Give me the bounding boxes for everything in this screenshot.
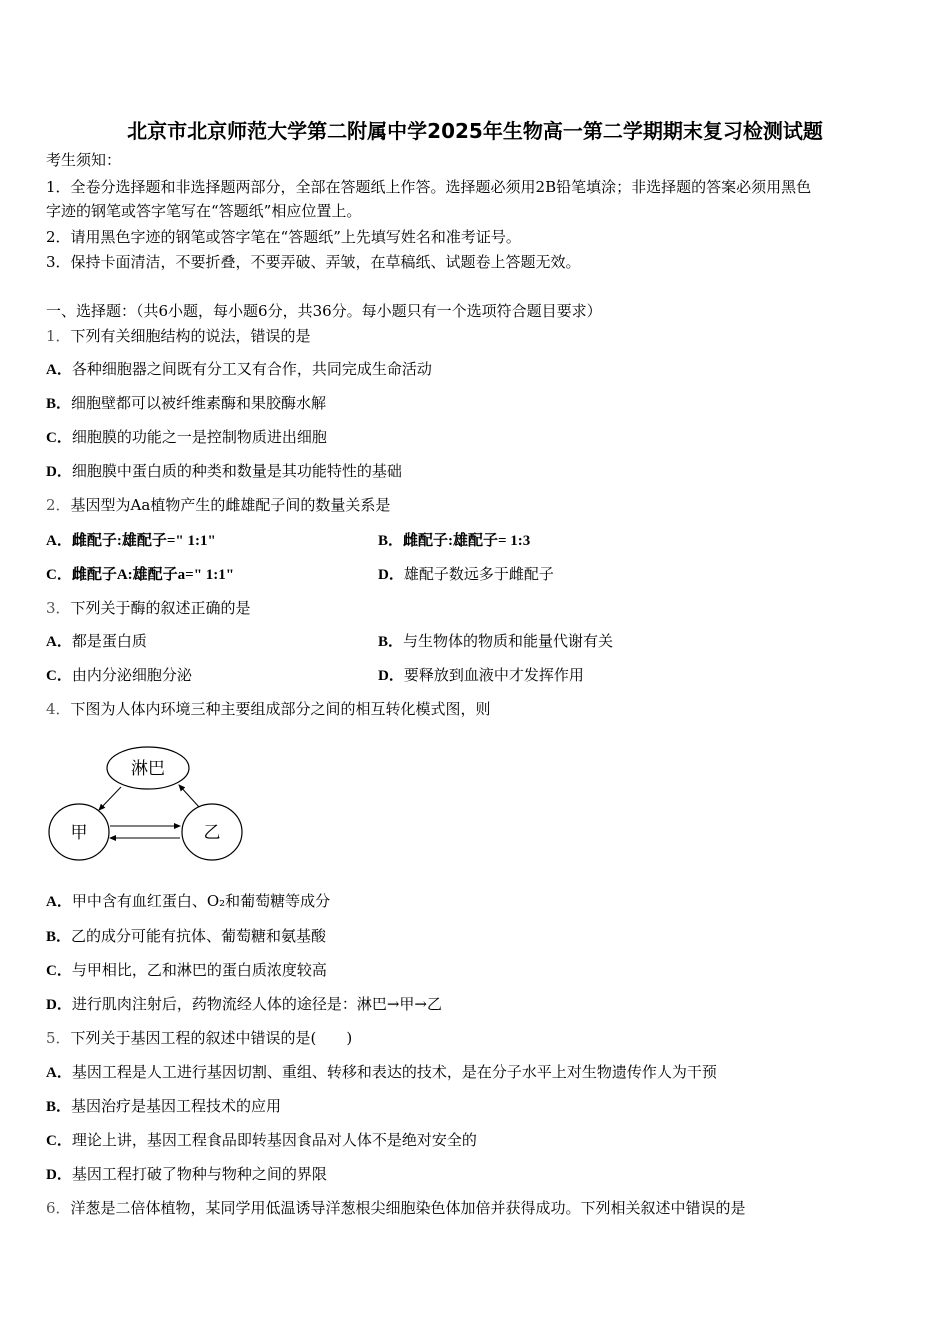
- arrow-lymph-to-jia: [99, 787, 121, 810]
- option: C．与甲相比，乙和淋巴的蛋白质浓度较高: [46, 961, 327, 979]
- option: C．雌配子A:雄配子a=" 1:1": [46, 567, 235, 583]
- body-fluid-diagram: [44, 740, 249, 865]
- notice-item: 3．保持卡面清洁，不要折叠，不要弄破、弄皱，在草稿纸、试题卷上答题无效。: [46, 253, 581, 271]
- option: A．各种细胞器之间既有分工又有合作，共同完成生命活动: [46, 360, 432, 378]
- question-stem: 2．基因型为Aa植物产生的雌雄配子间的数量关系是: [46, 496, 391, 514]
- option: A．基因工程是人工进行基因切割、重组、转移和表达的技术，是在分子水平上对生物遗传作人为干预: [46, 1063, 717, 1081]
- section-heading: 一、选择题：（共6小题，每小题6分，共36分。每小题只有一个选项符合题目要求）: [46, 302, 602, 320]
- option: D．雄配子数远多于雌配子: [378, 565, 554, 583]
- option: A．雌配子:雄配子=" 1:1": [46, 533, 216, 549]
- lymph-label: 淋巴: [131, 759, 165, 779]
- option: B．乙的成分可能有抗体、葡萄糖和氨基酸: [46, 927, 327, 945]
- option: D．要释放到血液中才发挥作用: [378, 666, 584, 684]
- option: C．由内分泌细胞分泌: [46, 666, 192, 684]
- arrow-yi-to-lymph: [179, 785, 199, 807]
- option: A．甲中含有血红蛋白、O₂和葡萄糖等成分: [46, 892, 331, 910]
- option: C．理论上讲，基因工程食品即转基因食品对人体不是绝对安全的: [46, 1131, 477, 1149]
- option: C．细胞膜的功能之一是控制物质进出细胞: [46, 428, 327, 446]
- notice-item: 字迹的钢笔或答字笔写在“答题纸”相应位置上。: [46, 202, 362, 220]
- option: B．细胞壁都可以被纤维素酶和果胶酶水解: [46, 394, 327, 412]
- option: B．基因治疗是基因工程技术的应用: [46, 1097, 282, 1115]
- question-stem: 5．下列关于基因工程的叙述中错误的是( ): [46, 1029, 353, 1047]
- page-title: 北京市北京师范大学第二附属中学2025年生物高一第二学期期末复习检测试题: [127, 119, 823, 143]
- option: B．与生物体的物质和能量代谢有关: [378, 632, 614, 650]
- option: B．雌配子:雄配子= 1:3: [378, 533, 531, 549]
- notice-heading: 考生须知：: [46, 151, 122, 169]
- option: D．进行肌肉注射后，药物流经人体的途径是：淋巴→甲→乙: [46, 995, 442, 1013]
- jia-label: 甲: [70, 823, 88, 843]
- option: A．都是蛋白质: [46, 632, 147, 650]
- notice-item: 1．全卷分选择题和非选择题两部分，全部在答题纸上作答。选择题必须用2B铅笔填涂；非选择题的答案必须用黑色: [46, 178, 812, 196]
- question-stem: 4．下图为人体内环境三种主要组成部分之间的相互转化模式图，则: [46, 700, 491, 718]
- option: D．基因工程打破了物种与物种之间的界限: [46, 1165, 327, 1183]
- question-stem: 6．洋葱是二倍体植物，某同学用低温诱导洋葱根尖细胞染色体加倍并获得成功。下列相关叙述中错误的是: [46, 1199, 746, 1217]
- option: D．细胞膜中蛋白质的种类和数量是其功能特性的基础: [46, 462, 402, 480]
- yi-label: 乙: [203, 823, 221, 843]
- notice-item: 2．请用黑色字迹的钢笔或答字笔在“答题纸”上先填写姓名和准考证号。: [46, 228, 521, 246]
- question-stem: 1．下列有关细胞结构的说法，错误的是: [46, 327, 311, 345]
- question-stem: 3．下列关于酶的叙述正确的是: [46, 599, 251, 617]
